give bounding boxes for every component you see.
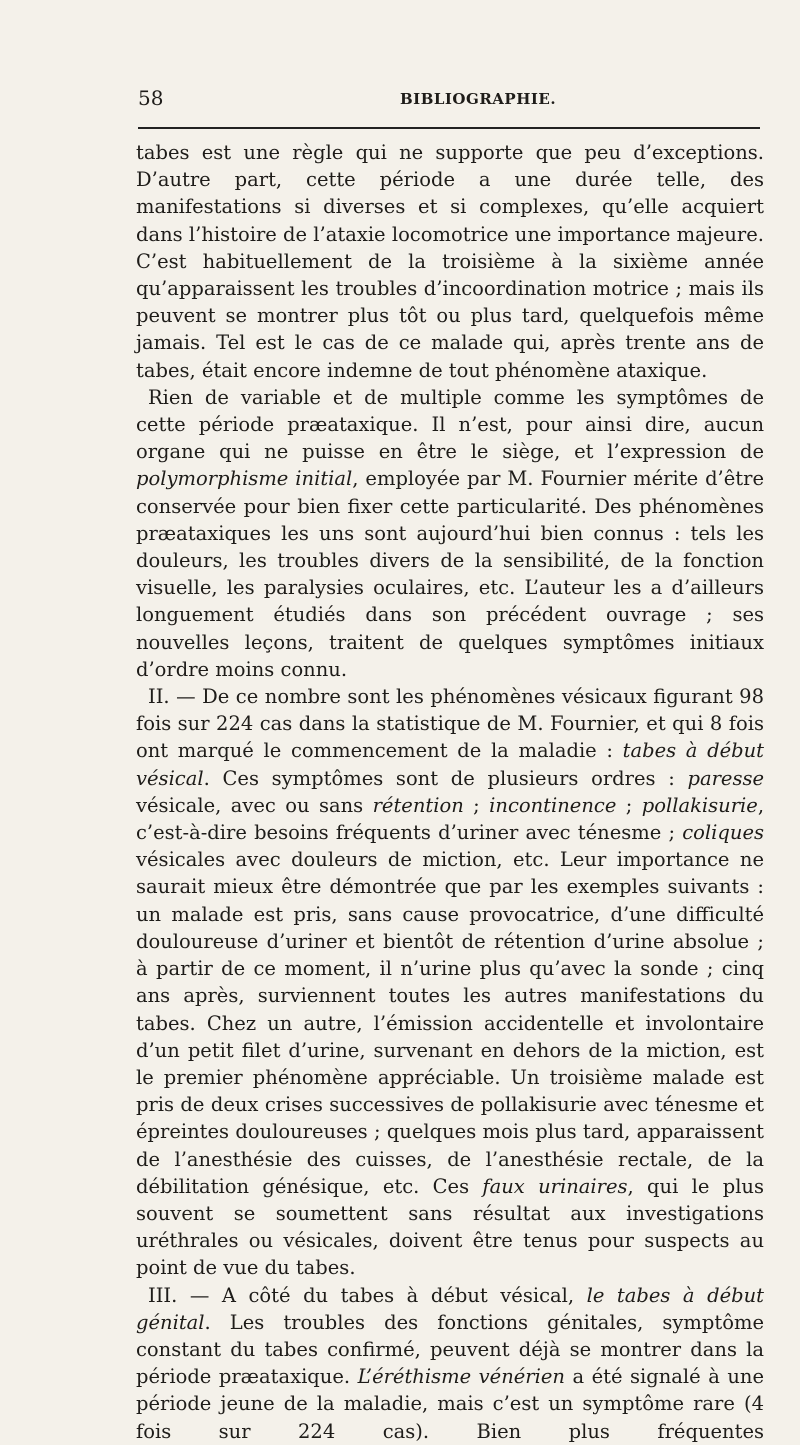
page-number: 58 [138, 86, 164, 110]
paragraph-text: III. — A côté du tabes à début vésical, [148, 1283, 587, 1307]
italic-term: pollakisurie [641, 793, 758, 817]
paragraph-text: , c’est-à-dire besoins fréquents d’uriner avec ténesme ; [136, 793, 765, 845]
paragraph-text: a été signalé à une période jeune de la maladie, mais c’est un symptôme rare (4 fois sur 224 cas). Bien plus fréquentes [136, 1365, 764, 1443]
italic-term: le tabes à début génital [136, 1283, 764, 1334]
italic-term: L’éréthisme vénérien [357, 1365, 565, 1389]
paragraph-text: Rien de variable et de multiple comme les symptômes de cette période præataxique. Il n’est, pour ainsi dire, aucun organe qui ne puisse en être le siège, et l’expression de [136, 385, 764, 464]
paragraph-text: , employée par M. Fournier mérite d’être conservée pour bien fixer cette particularité. Des phénomènes præataxiques les uns sont aujourd’hui bien connus : tels les douleurs, les troubles divers de la sensibilité, de la fonction visuelle, les paralysies oculaires, etc. L’auteur les a d’ailleurs longuement étudiés dans son précédent ouvrage ; ses nouvelles leçons, traitent de quelques symptômes initiaux d’ordre moins connu. [136, 467, 764, 681]
italic-term: faux urinaires [482, 1174, 628, 1198]
body-text [136, 139, 765, 1443]
italic-term: polymorphisme initial [136, 467, 353, 491]
paragraph-continuation [136, 139, 764, 384]
paragraph-section-iii [136, 1282, 764, 1445]
italic-term: rétention [372, 793, 464, 817]
paragraph-text: . Les troubles des fonctions génitales, symptôme constant du tabes confirmé, peuvent déjà se montrer dans la période præataxique. [136, 1310, 764, 1389]
paragraph-section-ii [136, 683, 764, 1281]
paragraph-text: vésicale, avec ou sans [136, 793, 373, 817]
paragraph-text: vésicales avec douleurs de miction, etc. Leur importance ne saurait mieux être démontrée que par les exemples suivants : un malade est pris, sans cause provocatrice, d’une difficulté douloureuse d’uriner et bientôt de rétention d’urine absolue ; à partir de ce moment, il n’urine plus qu’avec la sonde ; cinq ans après, surviennent toutes les autres manifestations du tabes. Chez un autre, l’émission accidentelle et involontaire d’un petit filet d’urine, survenant en dehors de la miction, est le premier phénomène appréciable. Un troisième malade est pris de deux crises successives de pollakisurie avec ténesme et épreintes douloureuses ; quelques mois plus tard, apparaissent de l’anesthésie des cuisses, de l’anesthésie rectale, de la débilitation génésique, etc. Ces [136, 848, 764, 1198]
paragraph-text: , qui le plus souvent se soumettent sans résultat aux investigations uréthrales ou vésicales, doivent être tenus pour suspects au point de vue du tabes. [136, 1174, 764, 1280]
paragraph-text: tabes est une règle qui ne supporte que peu d’exceptions. D’autre part, cette période a une durée telle, des manifestations si diverses et si complexes, qu’elle acquiert dans l’histoire de l’ataxie locomotrice une importance majeure. C’est habituellement de la troisième à la sixième année qu’apparaissent les troubles d’incoordination motrice ; mais ils peuvent se montrer plus tôt ou plus tard, quelquefois même jamais. Tel est le cas de ce malade qui, après trente ans de tabes, était encore indemne de tout phénomène ataxique. [136, 141, 764, 382]
italic-term: coliques [682, 821, 764, 845]
paragraph-text: ; [463, 793, 490, 817]
running-head: BIBLIOGRAPHIE. [400, 90, 557, 108]
italic-term: tabes à début vésical [136, 739, 765, 790]
paragraph-text: . Ces symptômes sont de plusieurs ordres : [203, 766, 688, 790]
italic-term: paresse [687, 766, 764, 790]
paragraph-text: ; [616, 793, 642, 817]
header-rule [138, 127, 760, 129]
italic-term: incontinence [489, 793, 617, 817]
paragraph-text: II. — De ce nombre sont les phénomènes vésicaux figurant 98 fois sur 224 cas dans la statistique de M. Fournier, et qui 8 fois ont marqué le commencement de la maladie : [136, 685, 764, 763]
paragraph-polymorphisme [136, 384, 764, 683]
